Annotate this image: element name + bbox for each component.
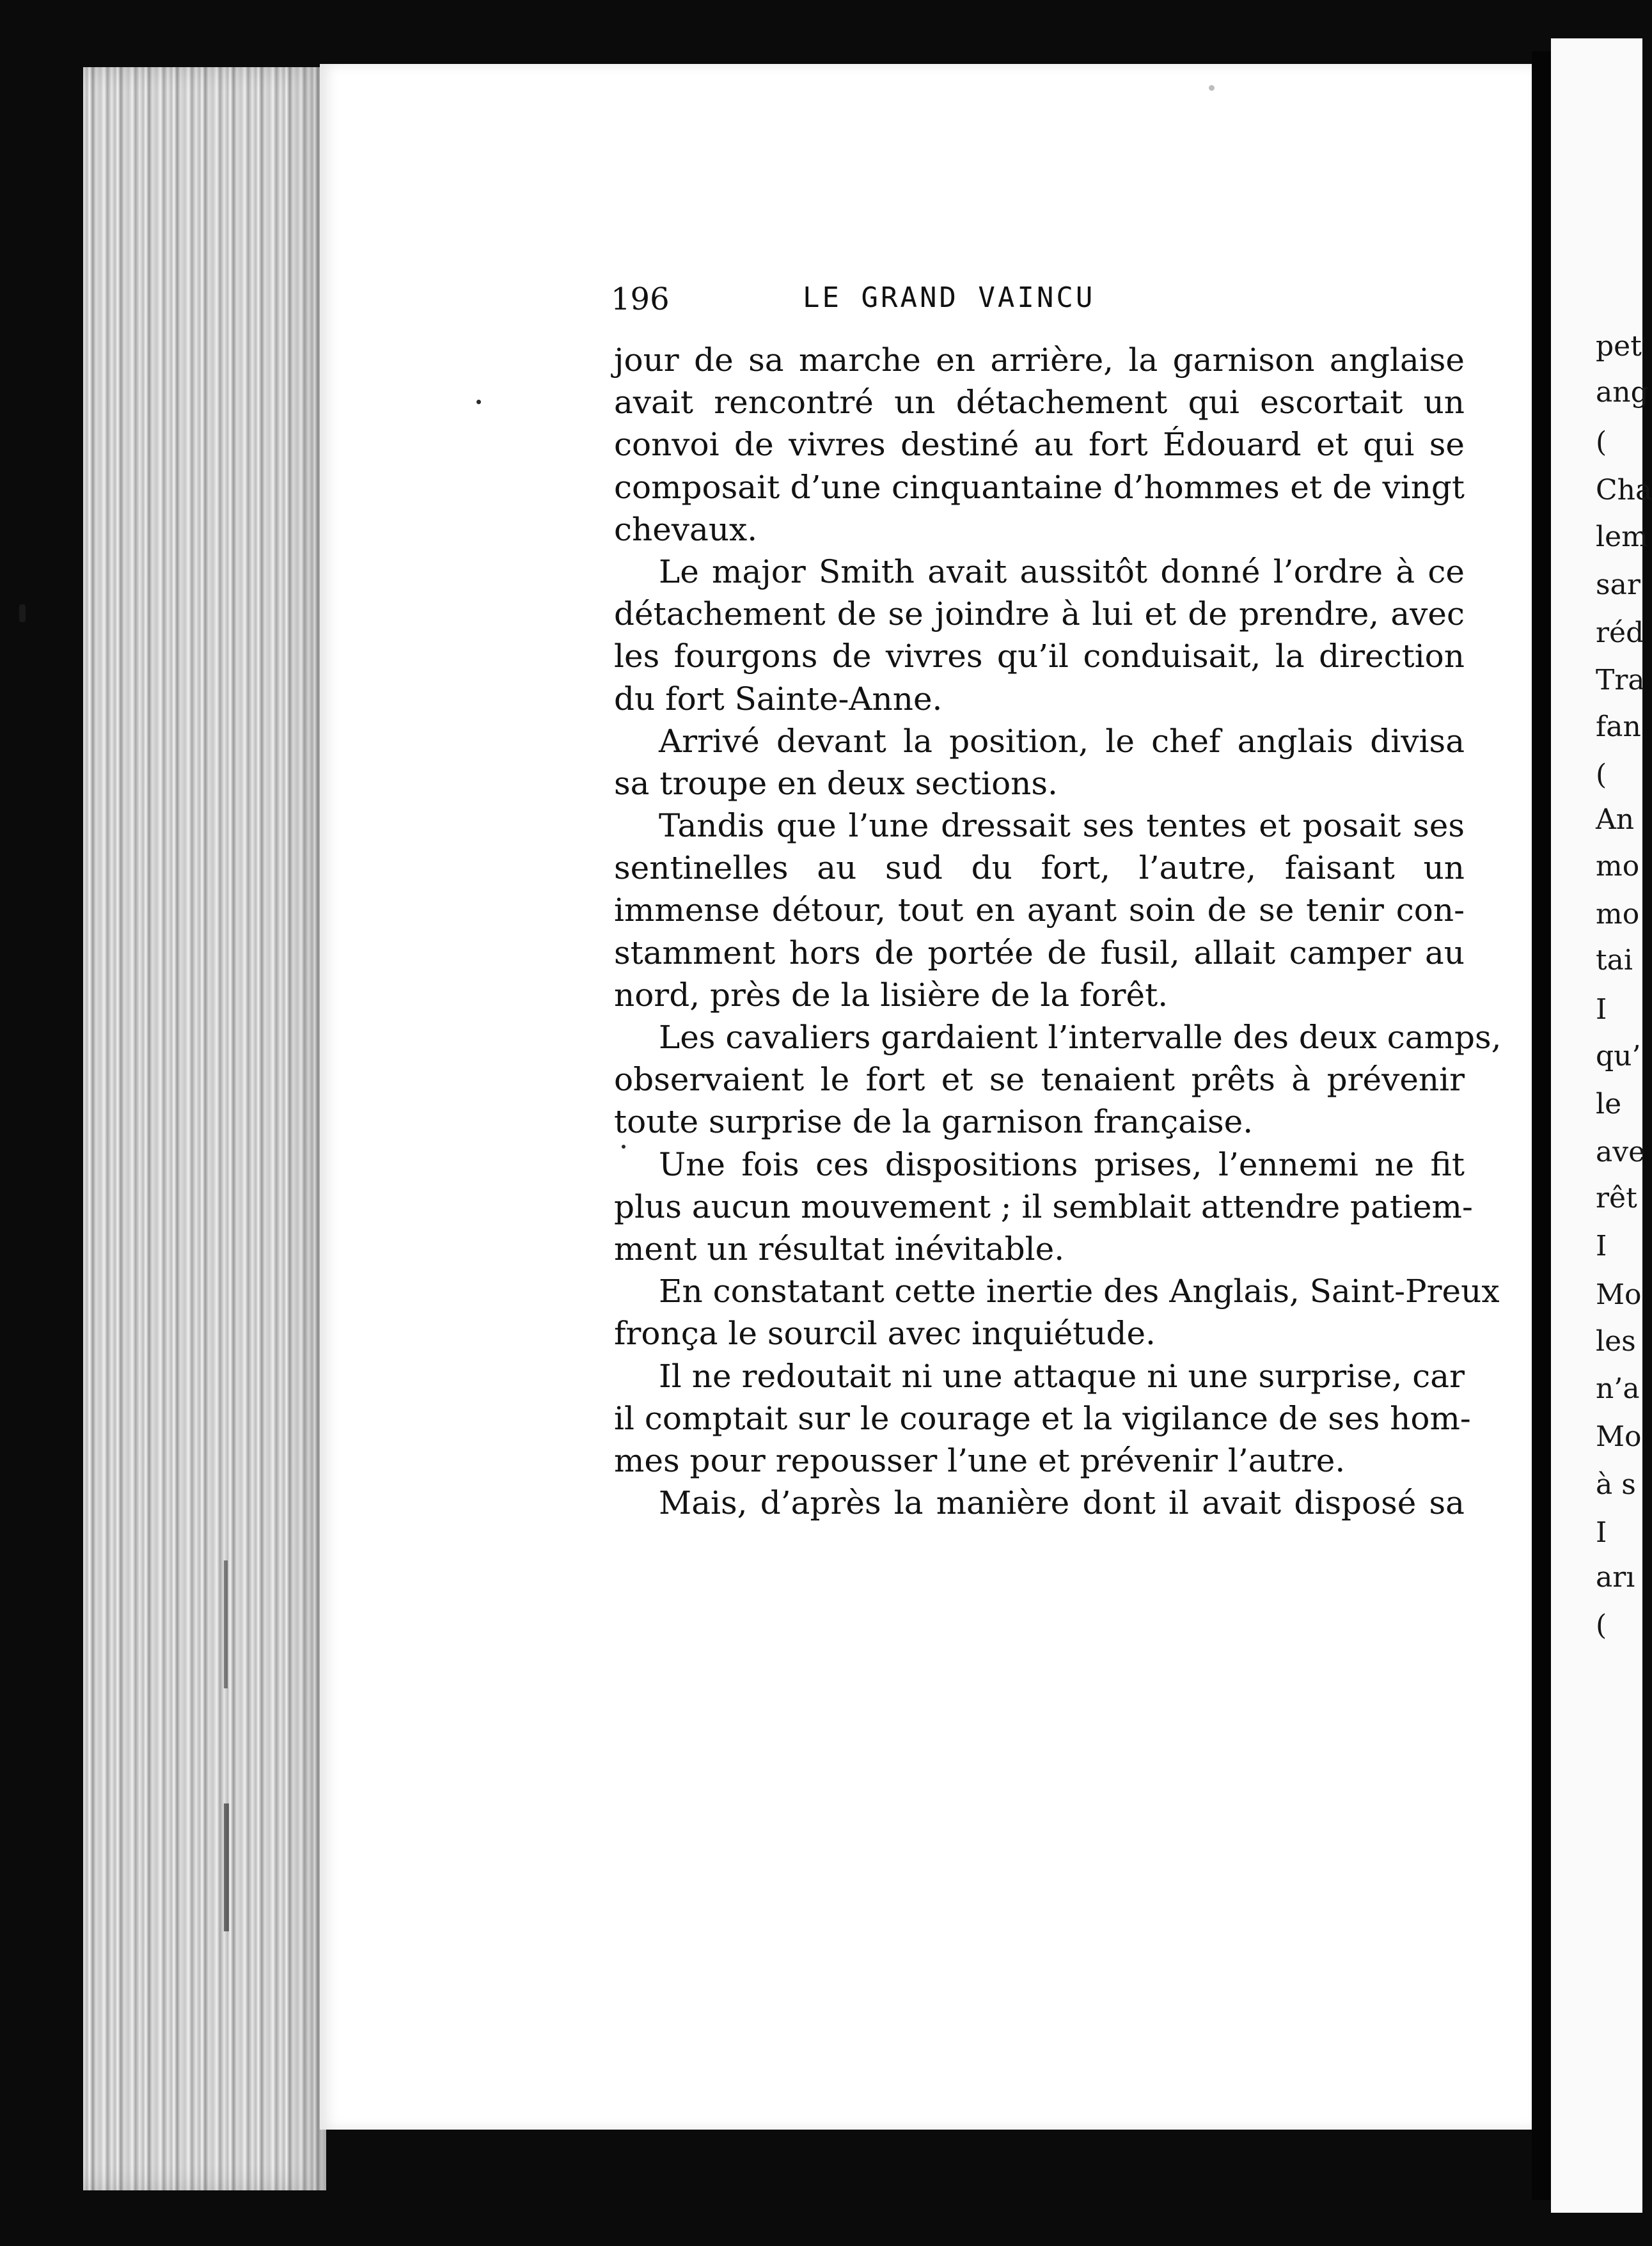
text-line: convoi de vivres destiné au fort Édouard et qui se <box>614 426 1465 464</box>
paragraph <box>614 551 1465 720</box>
paragraph <box>614 805 1465 1016</box>
paragraph <box>614 1482 1465 1524</box>
facing-page-fragment: les <box>1596 1325 1636 1358</box>
text-line: sa troupe en deux sections. <box>614 764 1058 802</box>
text-line: ment un résultat inévitable. <box>614 1230 1065 1268</box>
facing-page-fragment: An <box>1596 803 1635 836</box>
page-number: 196 <box>611 281 670 317</box>
text-line: composait d’une cinquantaine d’hommes et de vingt <box>614 468 1465 506</box>
facing-page-fragment: Mo <box>1596 1420 1642 1453</box>
margin-mark <box>224 1803 229 1931</box>
facing-page-fragment: réd <box>1596 616 1644 649</box>
paragraph <box>614 1016 1502 1143</box>
text-line: fronça le sourcil avec inquiétude. <box>614 1315 1156 1353</box>
facing-page-fragment: ( <box>1596 426 1607 459</box>
text-line: Les cavaliers gardaient l’intervalle des deux camps, <box>659 1019 1502 1056</box>
facing-page-fragment: I <box>1596 1516 1607 1549</box>
facing-page-fragment: le <box>1596 1088 1622 1120</box>
text-line: toute surprise de la garnison française. <box>614 1103 1254 1141</box>
facing-page-fragment: I <box>1596 1230 1607 1262</box>
facing-page-fragment: ( <box>1596 1609 1607 1642</box>
facing-page-edge <box>1551 38 1652 2213</box>
text-line: Le major Smith avait aussitôt donné l’ordre à ce <box>659 553 1465 590</box>
facing-page-fragment: ave <box>1596 1136 1646 1168</box>
text-line: nord, près de la lisière de la forêt. <box>614 976 1168 1014</box>
facing-page-fragment: fan <box>1596 711 1641 743</box>
text-line: Il ne redoutait ni une attaque ni une surprise, car <box>659 1357 1465 1395</box>
facing-page-fragment: Cha <box>1596 474 1652 507</box>
body-text <box>614 339 1502 1524</box>
facing-page-fragment: ang <box>1596 376 1649 409</box>
facing-page-fragment: arı <box>1596 1561 1635 1594</box>
paragraph <box>614 339 1465 551</box>
page-header <box>611 281 1461 320</box>
text-line: Mais, d’après la manière dont il avait disposé sa <box>659 1484 1465 1522</box>
text-line: plus aucun mouvement ; il semblait attendre patiem- <box>614 1188 1473 1225</box>
text-line: stamment hors de portée de fusil, allait camper au <box>614 934 1465 971</box>
margin-mark <box>19 604 26 622</box>
facing-page-fragment: à s <box>1596 1468 1636 1501</box>
facing-page-fragment: tai <box>1596 944 1633 977</box>
text-line: Arrivé devant la position, le chef anglais divisa <box>659 722 1465 760</box>
facing-page-fragment: I <box>1596 993 1607 1026</box>
text-line: observaient le fort et se tenaient prêts à prévenir <box>614 1061 1465 1099</box>
text-line: il comptait sur le courage et la vigilance de ses hom- <box>614 1399 1471 1437</box>
ink-speck <box>476 400 481 404</box>
text-line: avait rencontré un détachement qui escortait un <box>614 384 1465 421</box>
facing-page-fragment: pet <box>1596 330 1642 363</box>
facing-page-fragment: mo <box>1596 898 1640 931</box>
text-line: du fort Sainte-Anne. <box>614 680 943 718</box>
margin-mark <box>224 1560 228 1688</box>
text-line: Tandis que l’une dressait ses tentes et posait ses <box>659 807 1465 845</box>
paragraph <box>614 720 1465 805</box>
text-line: sentinelles au sud du fort, l’autre, faisant un <box>614 849 1465 887</box>
text-line: chevaux. <box>614 510 758 548</box>
paragraph <box>614 1143 1473 1271</box>
facing-page-fragment: sar <box>1596 569 1640 601</box>
text-line: En constatant cette inertie des Anglais, Saint-Preux <box>659 1273 1500 1310</box>
paragraph <box>614 1270 1500 1355</box>
facing-page-fragment: n’a <box>1596 1372 1640 1405</box>
facing-page-fragment: mo <box>1596 850 1640 883</box>
ink-speck <box>1209 85 1215 91</box>
text-line: Une fois ces dispositions prises, l’ennemi ne fit <box>659 1145 1465 1183</box>
text-line: détachement de se joindre à lui et de prendre, avec <box>614 595 1465 633</box>
paragraph <box>614 1355 1471 1482</box>
text-line: immense détour, tout en ayant soin de se tenir con- <box>614 891 1465 929</box>
text-line: mes pour repousser l’une et prévenir l’autre. <box>614 1441 1346 1479</box>
facing-page-fragment: rêt <box>1596 1182 1637 1214</box>
book-gutter <box>1532 51 1551 2200</box>
facing-page-fragment: ( <box>1596 758 1607 791</box>
text-line: les fourgons de vivres qu’il conduisait, la direction <box>614 638 1465 675</box>
facing-page-fragment: lem <box>1596 521 1648 553</box>
facing-page-fragment: Tra <box>1596 664 1645 696</box>
facing-page-fragment: qu’ <box>1596 1040 1641 1072</box>
page-edges <box>83 67 326 2190</box>
running-title: LE GRAND VAINCU <box>803 281 1096 314</box>
facing-page-fragment: Mo <box>1596 1278 1642 1311</box>
text-line: jour de sa marche en arrière, la garnison anglaise <box>614 342 1465 379</box>
ink-speck <box>622 1145 625 1149</box>
